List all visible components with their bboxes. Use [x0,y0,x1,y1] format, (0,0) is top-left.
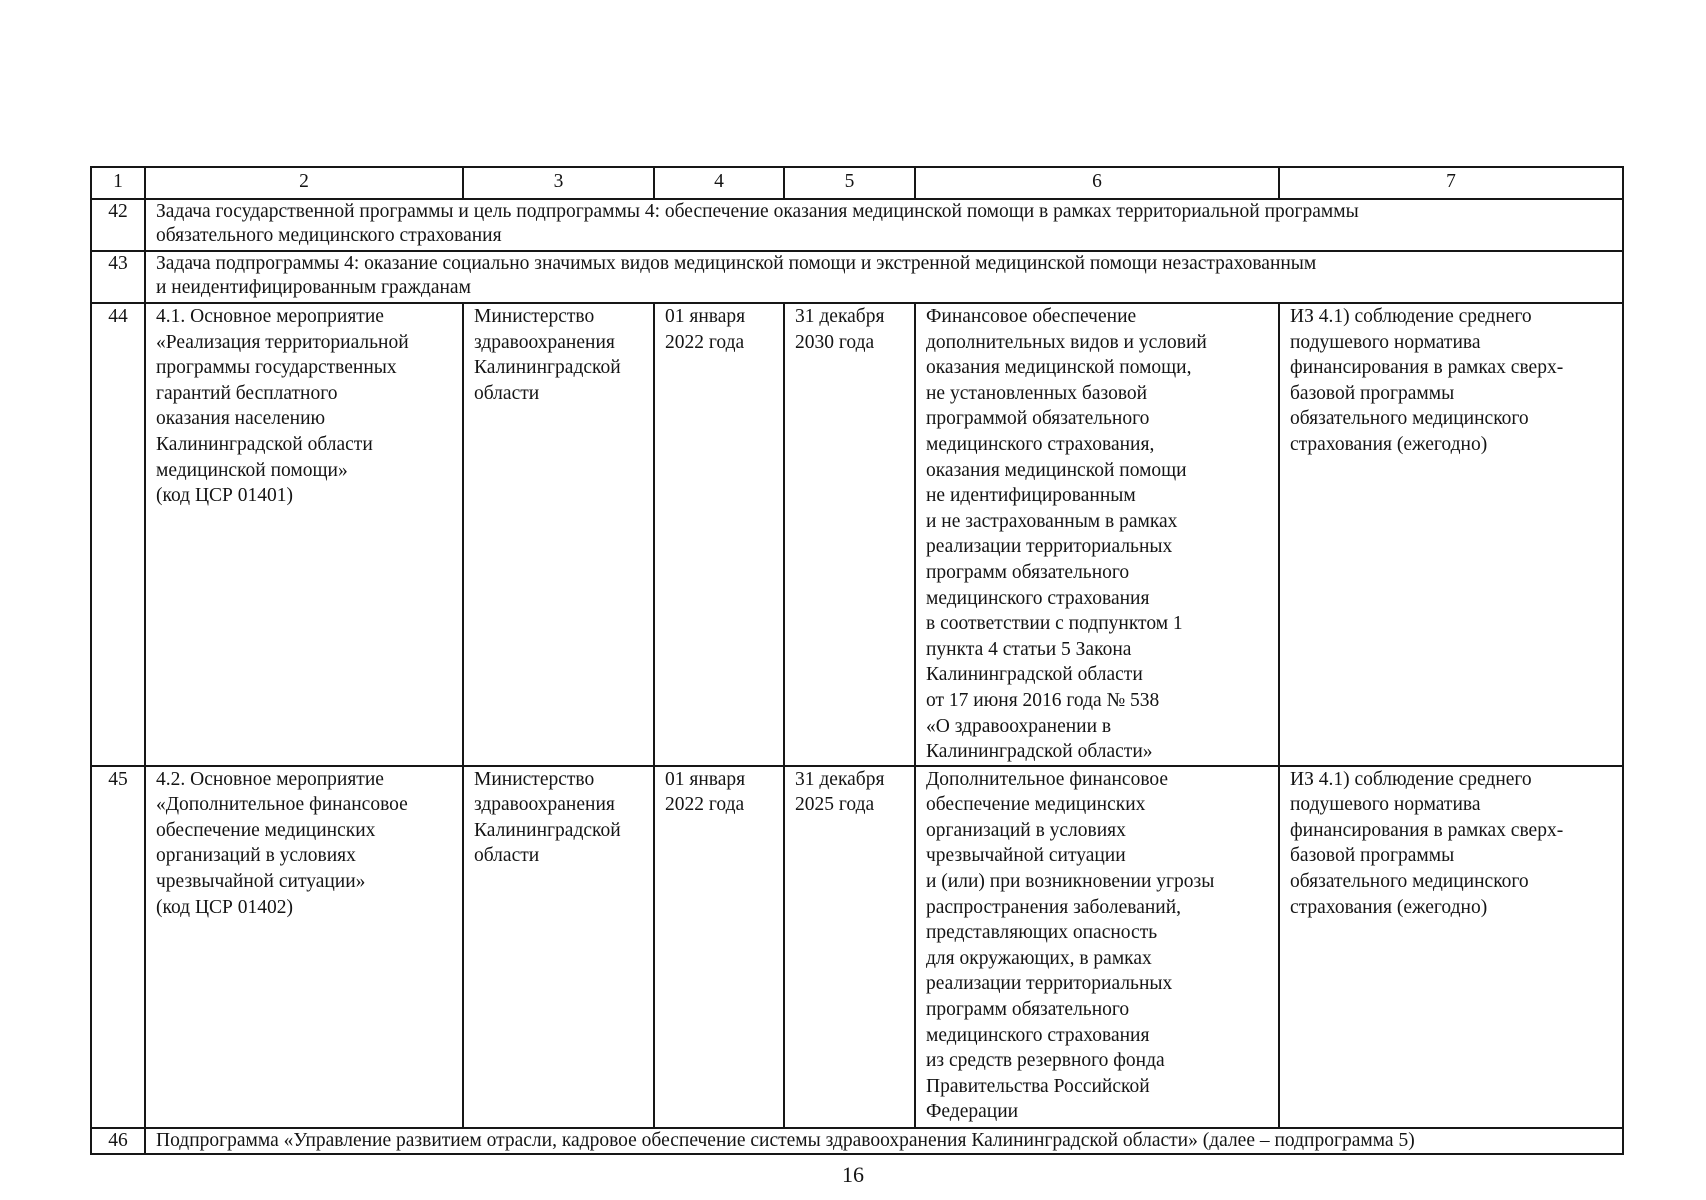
page-number: 16 [842,1162,864,1187]
subprogram-title: Подпрограмма «Управление развитием отрасли, кадровое обеспечение системы здравоохранения Калининградской области» (далее – подпрограмма 5) [145,1128,1623,1154]
event-name: 4.2. Основное мероприятие «Дополнительное финансовое обеспечение медицинских организаций в условиях чрезвычайной ситуации» (код ЦСР 01402) [145,766,463,1128]
row-number: 44 [91,303,145,766]
row-number: 45 [91,766,145,1128]
row-number: 46 [91,1128,145,1154]
start-date: 01 января 2022 года [654,766,784,1128]
row-number: 43 [91,251,145,303]
indicator: ИЗ 4.1) соблюдение среднего подушевого норматива финансирования в рамках сверх- базовой программы обязательного медицинского страхования (ежегодно) [1279,766,1623,1128]
column-header-5: 5 [784,167,915,199]
table-row-46 [91,1128,1623,1154]
end-date: 31 декабря 2030 года [784,303,915,766]
column-header-6: 6 [915,167,1279,199]
event-name: 4.1. Основное мероприятие «Реализация территориальной программы государственных гарантий бесплатного оказания населению Калининградской области медицинской помощи» (код ЦСР 01401) [145,303,463,766]
subprogram-task: Задача подпрограммы 4: оказание социально значимых видов медицинской помощи и экстренной медицинской помощи незастрахованным и неидентифицированным гражданам [145,251,1623,303]
row-number: 42 [91,199,145,251]
table-row-42 [91,199,1623,251]
table-row-44 [91,303,1623,766]
executor: Министерство здравоохранения Калининградской области [463,303,654,766]
column-header-7: 7 [1279,167,1623,199]
event-description: Финансовое обеспечение дополнительных видов и условий оказания медицинской помощи, не установленных базовой программой обязательного медицинского страхования, оказания медицинской помощи не идентифицированным и не застрахованным в рамках реализации территориальных программ обязательного медицинского страхования в соответствии с подпунктом 1 пункта 4 статьи 5 Закона Калининградской области от 17 июня 2016 года № 538 «О здравоохранении в Калининградской области» [915,303,1279,766]
executor: Министерство здравоохранения Калининградской области [463,766,654,1128]
event-description: Дополнительное финансовое обеспечение медицинских организаций в условиях чрезвычайной ситуации и (или) при возникновении угрозы распространения заболеваний, представляющих опасность для окружающих, в рамках реализации территориальных программ обязательного медицинского страхования из средств резервного фонда Правительства Российской Федерации [915,766,1279,1128]
table-row-43 [91,251,1623,303]
measures-table [90,166,1624,1155]
state-program-task: Задача государственной программы и цель подпрограммы 4: обеспечение оказания медицинской помощи в рамках территориальной программы обязательного медицинского страхования [145,199,1623,251]
table-row-45 [91,766,1623,1128]
column-header-2: 2 [145,167,463,199]
column-header-1: 1 [91,167,145,199]
table-header-row [91,167,1623,199]
column-header-3: 3 [463,167,654,199]
start-date: 01 января 2022 года [654,303,784,766]
indicator: ИЗ 4.1) соблюдение среднего подушевого норматива финансирования в рамках сверх- базовой программы обязательного медицинского страхования (ежегодно) [1279,303,1623,766]
column-header-4: 4 [654,167,784,199]
end-date: 31 декабря 2025 года [784,766,915,1128]
